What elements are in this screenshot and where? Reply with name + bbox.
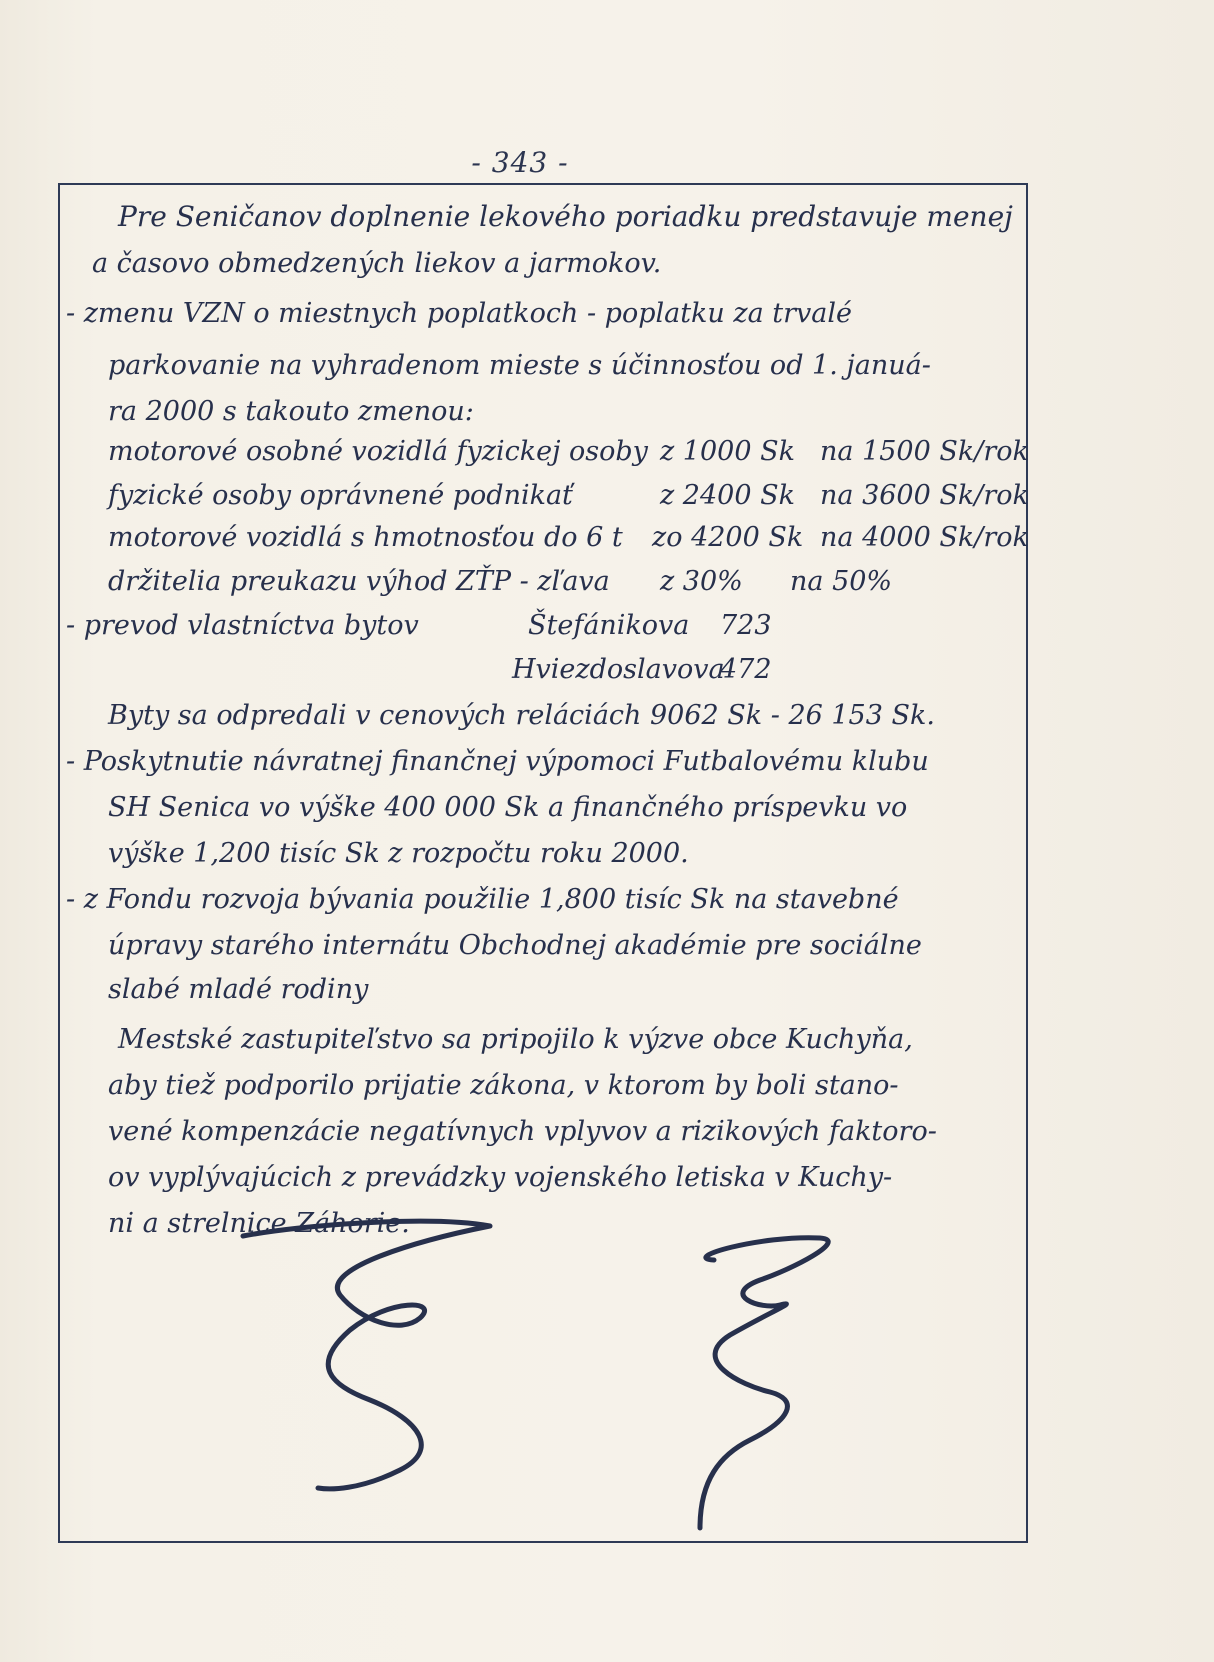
text-line: ni a strelnice Záhorie. xyxy=(108,1208,410,1239)
fee-to: na 3600 Sk/rok xyxy=(820,480,1029,511)
street-number: 723 xyxy=(720,610,772,641)
fee-from: z 1000 Sk xyxy=(660,436,795,467)
text-line: ov vyplývajúcich z prevádzky vojenského letiska v Kuchy- xyxy=(108,1162,893,1193)
fee-to: na 1500 Sk/rok xyxy=(820,436,1029,467)
text-line: Pre Seničanov doplnenie lekového poriadku predstavuje menej xyxy=(118,200,1013,233)
text-line: Byty sa odpredali v cenových reláciách 9062 Sk - 26 153 Sk. xyxy=(108,700,935,731)
text-line: Mestské zastupiteľstvo sa pripojilo k výzve obce Kuchyňa, xyxy=(118,1024,913,1055)
street-name: Štefánikova xyxy=(528,610,690,641)
text-line: SH Senica vo výške 400 000 Sk a finančného príspevku vo xyxy=(108,792,908,823)
fee-from: z 30% xyxy=(660,566,743,597)
page-number: - 343 - xyxy=(471,146,569,179)
text-line: - zmenu VZN o miestnych poplatkoch - poplatku za trvalé xyxy=(66,298,853,329)
text-line: aby tiež podporilo prijatie zákona, v ktorom by boli stano- xyxy=(108,1070,899,1101)
fee-to: na 50% xyxy=(790,566,893,597)
text-line: - Poskytnutie návratnej finančnej výpomoci Futbalovému klubu xyxy=(66,746,929,777)
text-line: parkovanie na vyhradenom mieste s účinnosťou od 1. januá- xyxy=(108,350,931,381)
text-line: slabé mladé rodiny xyxy=(108,974,369,1005)
fee-item: držitelia preukazu výhod ZŤP - zľava xyxy=(108,566,610,597)
text-line: výške 1,200 tisíc Sk z rozpočtu roku 2000. xyxy=(108,838,689,869)
street-number: 472 xyxy=(720,654,772,685)
transfer-label: - prevod vlastníctva bytov xyxy=(66,610,419,641)
fee-from: z 2400 Sk xyxy=(660,480,795,511)
street-name: Hviezdoslavova xyxy=(512,654,725,685)
text-line: ra 2000 s takouto zmenou: xyxy=(108,396,474,427)
text-line: - z Fondu rozvoja bývania použilie 1,800 tisíc Sk na stavebné xyxy=(66,884,899,915)
fee-from: zo 4200 Sk xyxy=(652,522,804,553)
text-line: úpravy starého internátu Obchodnej akadémie pre sociálne xyxy=(108,930,922,961)
fee-item: motorové vozidlá s hmotnosťou do 6 t xyxy=(108,522,623,553)
fee-to: na 4000 Sk/rok xyxy=(820,522,1029,553)
fee-item: motorové osobné vozidlá fyzickej osoby xyxy=(108,436,648,467)
text-line: vené kompenzácie negatívnych vplyvov a rizikových faktoro- xyxy=(108,1116,937,1147)
fee-item: fyzické osoby oprávnené podnikať xyxy=(108,480,573,511)
text-line: a časovo obmedzených liekov a jarmokov. xyxy=(92,248,662,279)
